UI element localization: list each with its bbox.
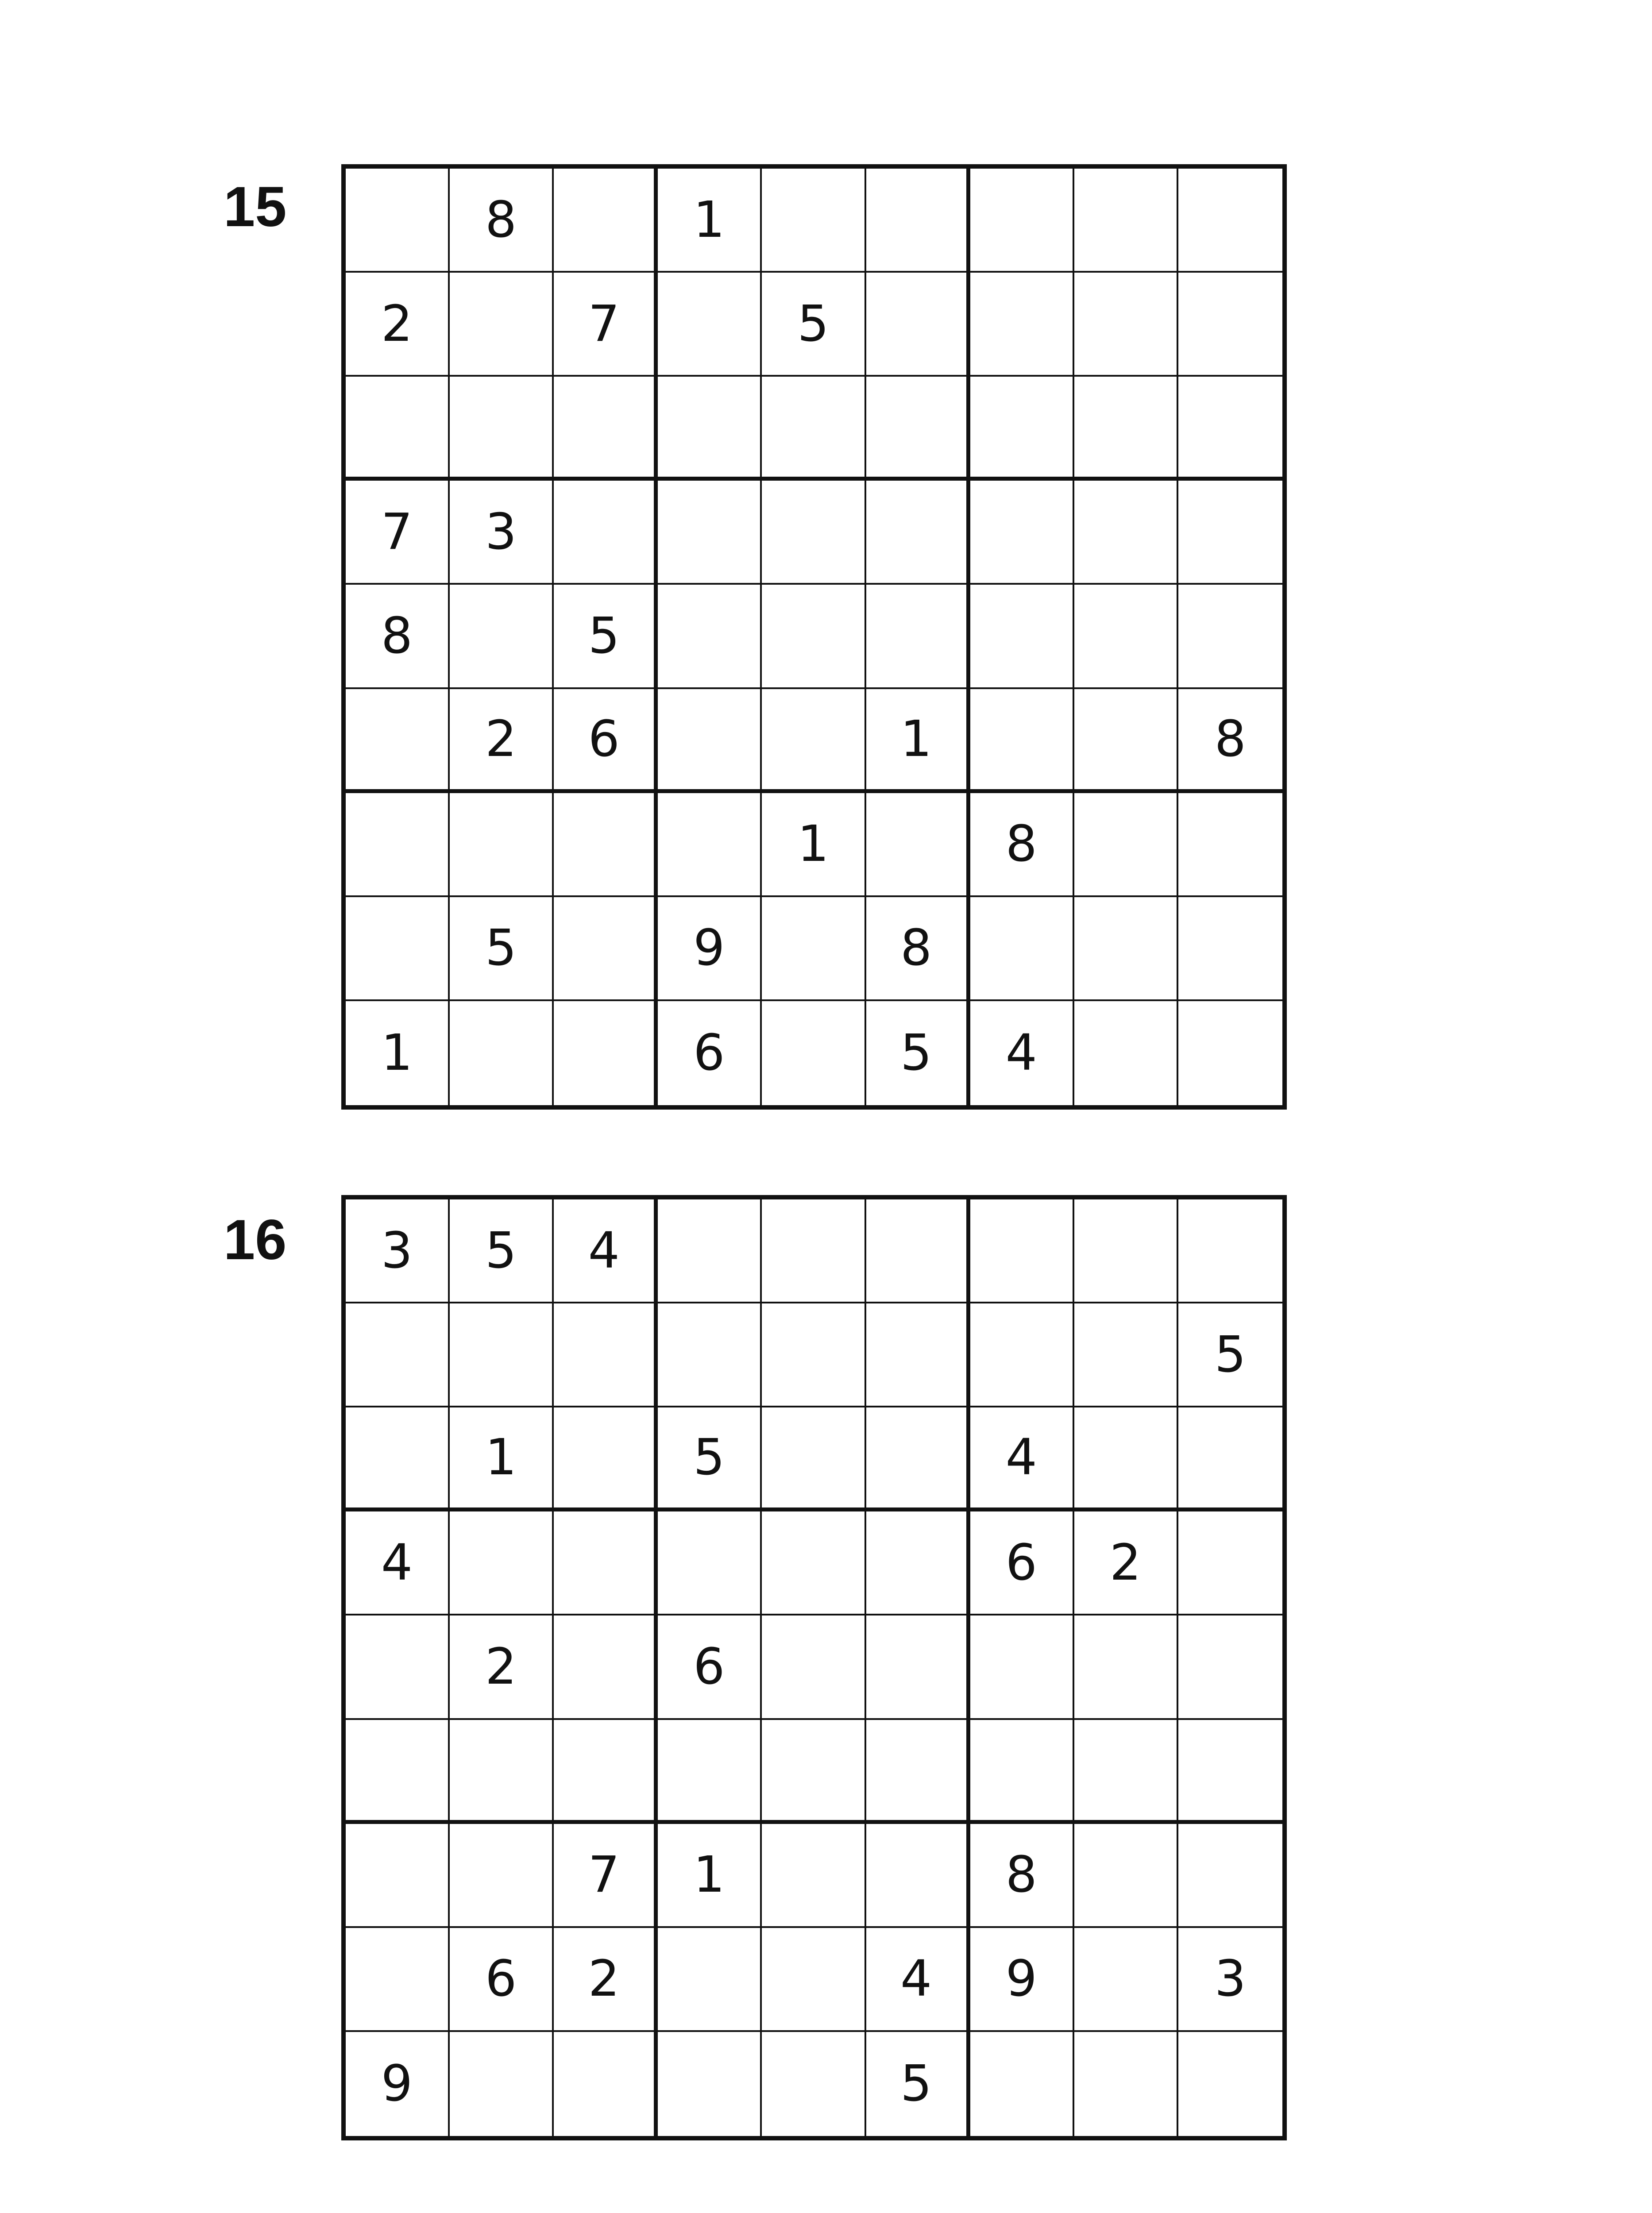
given-cell: 4	[346, 1511, 450, 1615]
given-cell: 6	[970, 1511, 1074, 1615]
empty-cell[interactable]	[762, 585, 866, 689]
empty-cell[interactable]	[346, 1615, 450, 1720]
given-cell: 8	[970, 1824, 1074, 1928]
empty-cell[interactable]	[1178, 1407, 1282, 1511]
empty-cell[interactable]	[866, 1199, 970, 1303]
empty-cell[interactable]	[658, 689, 762, 793]
empty-cell[interactable]	[1178, 1511, 1282, 1615]
empty-cell[interactable]	[554, 169, 658, 273]
given-cell: 5	[450, 1199, 554, 1303]
empty-cell[interactable]	[1074, 585, 1178, 689]
empty-cell[interactable]	[866, 1511, 970, 1615]
empty-cell[interactable]	[450, 1720, 554, 1824]
empty-cell[interactable]	[1074, 1199, 1178, 1303]
empty-cell[interactable]	[970, 689, 1074, 793]
empty-cell[interactable]	[450, 793, 554, 897]
empty-cell[interactable]	[346, 1928, 450, 2032]
given-cell: 2	[554, 1928, 658, 2032]
empty-cell[interactable]	[346, 169, 450, 273]
empty-cell[interactable]	[762, 169, 866, 273]
given-cell: 8	[1178, 689, 1282, 793]
empty-cell[interactable]	[1178, 1199, 1282, 1303]
empty-cell[interactable]	[1178, 897, 1282, 1001]
empty-cell[interactable]	[762, 1720, 866, 1824]
empty-cell[interactable]	[866, 1615, 970, 1720]
empty-cell[interactable]	[1074, 897, 1178, 1001]
given-cell: 2	[346, 273, 450, 377]
given-cell: 4	[554, 1199, 658, 1303]
empty-cell[interactable]	[1178, 481, 1282, 585]
empty-cell[interactable]	[554, 1720, 658, 1824]
given-cell: 4	[970, 1001, 1074, 1105]
empty-cell[interactable]	[658, 2032, 762, 2136]
given-cell: 6	[658, 1615, 762, 1720]
empty-cell[interactable]	[970, 1199, 1074, 1303]
empty-cell[interactable]	[658, 1928, 762, 2032]
empty-cell[interactable]	[866, 481, 970, 585]
empty-cell[interactable]	[1074, 1407, 1178, 1511]
empty-cell[interactable]	[866, 273, 970, 377]
given-cell: 5	[762, 273, 866, 377]
empty-cell[interactable]	[762, 897, 866, 1001]
empty-cell[interactable]	[554, 1407, 658, 1511]
puzzle-number-15: 15	[224, 175, 287, 239]
empty-cell[interactable]	[970, 481, 1074, 585]
empty-cell[interactable]	[1074, 1303, 1178, 1407]
empty-cell[interactable]	[450, 1824, 554, 1928]
sudoku-grid-15	[341, 164, 1287, 1110]
given-cell: 6	[554, 689, 658, 793]
empty-cell[interactable]	[1178, 377, 1282, 481]
empty-cell[interactable]	[762, 481, 866, 585]
given-cell: 5	[450, 897, 554, 1001]
given-cell: 2	[450, 689, 554, 793]
empty-cell[interactable]	[658, 1303, 762, 1407]
empty-cell[interactable]	[1074, 1720, 1178, 1824]
empty-cell[interactable]	[1074, 1001, 1178, 1105]
empty-cell[interactable]	[970, 1615, 1074, 1720]
given-cell: 9	[970, 1928, 1074, 2032]
empty-cell[interactable]	[658, 1511, 762, 1615]
given-cell: 5	[866, 2032, 970, 2136]
sudoku-grid-16	[341, 1195, 1287, 2140]
empty-cell[interactable]	[450, 1001, 554, 1105]
given-cell: 4	[970, 1407, 1074, 1511]
given-cell: 1	[346, 1001, 450, 1105]
empty-cell[interactable]	[1178, 1615, 1282, 1720]
empty-cell[interactable]	[1074, 273, 1178, 377]
empty-cell[interactable]	[1074, 1928, 1178, 2032]
empty-cell[interactable]	[866, 1303, 970, 1407]
given-cell: 7	[554, 1824, 658, 1928]
empty-cell[interactable]	[866, 1824, 970, 1928]
given-cell: 1	[450, 1407, 554, 1511]
empty-cell[interactable]	[970, 585, 1074, 689]
given-cell: 8	[866, 897, 970, 1001]
empty-cell[interactable]	[762, 1407, 866, 1511]
empty-cell[interactable]	[866, 377, 970, 481]
given-cell: 8	[970, 793, 1074, 897]
empty-cell[interactable]	[1178, 1824, 1282, 1928]
empty-cell[interactable]	[658, 481, 762, 585]
given-cell: 3	[450, 481, 554, 585]
given-cell: 1	[658, 1824, 762, 1928]
empty-cell[interactable]	[1178, 273, 1282, 377]
empty-cell[interactable]	[970, 897, 1074, 1001]
empty-cell[interactable]	[1178, 585, 1282, 689]
empty-cell[interactable]	[1178, 169, 1282, 273]
empty-cell[interactable]	[1178, 1720, 1282, 1824]
empty-cell[interactable]	[866, 793, 970, 897]
empty-cell[interactable]	[1074, 793, 1178, 897]
empty-cell[interactable]	[866, 1407, 970, 1511]
empty-cell[interactable]	[1074, 481, 1178, 585]
empty-cell[interactable]	[346, 897, 450, 1001]
empty-cell[interactable]	[554, 481, 658, 585]
empty-cell[interactable]	[450, 1511, 554, 1615]
empty-cell[interactable]	[1074, 2032, 1178, 2136]
given-cell: 1	[866, 689, 970, 793]
empty-cell[interactable]	[346, 377, 450, 481]
given-cell: 6	[450, 1928, 554, 2032]
empty-cell[interactable]	[970, 1303, 1074, 1407]
empty-cell[interactable]	[762, 377, 866, 481]
empty-cell[interactable]	[1178, 2032, 1282, 2136]
empty-cell[interactable]	[554, 1511, 658, 1615]
given-cell: 7	[346, 481, 450, 585]
empty-cell[interactable]	[762, 1615, 866, 1720]
empty-cell[interactable]	[1074, 1824, 1178, 1928]
given-cell: 2	[1074, 1511, 1178, 1615]
empty-cell[interactable]	[658, 793, 762, 897]
empty-cell[interactable]	[554, 897, 658, 1001]
empty-cell[interactable]	[554, 1615, 658, 1720]
given-cell: 9	[346, 2032, 450, 2136]
empty-cell[interactable]	[762, 1928, 866, 2032]
empty-cell[interactable]	[866, 169, 970, 273]
given-cell: 1	[658, 169, 762, 273]
empty-cell[interactable]	[866, 1720, 970, 1824]
given-cell: 3	[1178, 1928, 1282, 2032]
empty-cell[interactable]	[762, 1303, 866, 1407]
given-cell: 4	[866, 1928, 970, 2032]
given-cell: 5	[866, 1001, 970, 1105]
given-cell: 7	[554, 273, 658, 377]
empty-cell[interactable]	[1074, 1615, 1178, 1720]
empty-cell[interactable]	[346, 1407, 450, 1511]
given-cell: 6	[658, 1001, 762, 1105]
empty-cell[interactable]	[970, 2032, 1074, 2136]
empty-cell[interactable]	[658, 585, 762, 689]
empty-cell[interactable]	[450, 2032, 554, 2136]
empty-cell[interactable]	[762, 689, 866, 793]
empty-cell[interactable]	[866, 585, 970, 689]
empty-cell[interactable]	[658, 1720, 762, 1824]
empty-cell[interactable]	[1178, 1001, 1282, 1105]
given-cell: 1	[762, 793, 866, 897]
empty-cell[interactable]	[554, 1001, 658, 1105]
empty-cell[interactable]	[762, 1511, 866, 1615]
empty-cell[interactable]	[450, 377, 554, 481]
empty-cell[interactable]	[658, 273, 762, 377]
given-cell: 8	[346, 585, 450, 689]
given-cell: 2	[450, 1615, 554, 1720]
empty-cell[interactable]	[346, 1824, 450, 1928]
empty-cell[interactable]	[970, 273, 1074, 377]
empty-cell[interactable]	[970, 169, 1074, 273]
empty-cell[interactable]	[762, 1199, 866, 1303]
empty-cell[interactable]	[762, 1001, 866, 1105]
empty-cell[interactable]	[554, 1303, 658, 1407]
empty-cell[interactable]	[970, 1720, 1074, 1824]
empty-cell[interactable]	[1074, 377, 1178, 481]
empty-cell[interactable]	[346, 793, 450, 897]
empty-cell[interactable]	[762, 2032, 866, 2136]
given-cell: 8	[450, 169, 554, 273]
empty-cell[interactable]	[1074, 689, 1178, 793]
empty-cell[interactable]	[450, 1303, 554, 1407]
empty-cell[interactable]	[450, 585, 554, 689]
empty-cell[interactable]	[346, 1720, 450, 1824]
empty-cell[interactable]	[554, 2032, 658, 2136]
empty-cell[interactable]	[762, 1824, 866, 1928]
empty-cell[interactable]	[346, 689, 450, 793]
given-cell: 5	[554, 585, 658, 689]
empty-cell[interactable]	[554, 793, 658, 897]
empty-cell[interactable]	[1074, 169, 1178, 273]
given-cell: 5	[1178, 1303, 1282, 1407]
given-cell: 3	[346, 1199, 450, 1303]
empty-cell[interactable]	[450, 273, 554, 377]
empty-cell[interactable]	[554, 377, 658, 481]
given-cell: 5	[658, 1407, 762, 1511]
empty-cell[interactable]	[970, 377, 1074, 481]
given-cell: 9	[658, 897, 762, 1001]
empty-cell[interactable]	[658, 1199, 762, 1303]
empty-cell[interactable]	[346, 1303, 450, 1407]
empty-cell[interactable]	[658, 377, 762, 481]
empty-cell[interactable]	[1178, 793, 1282, 897]
puzzle-number-16: 16	[224, 1208, 287, 1272]
